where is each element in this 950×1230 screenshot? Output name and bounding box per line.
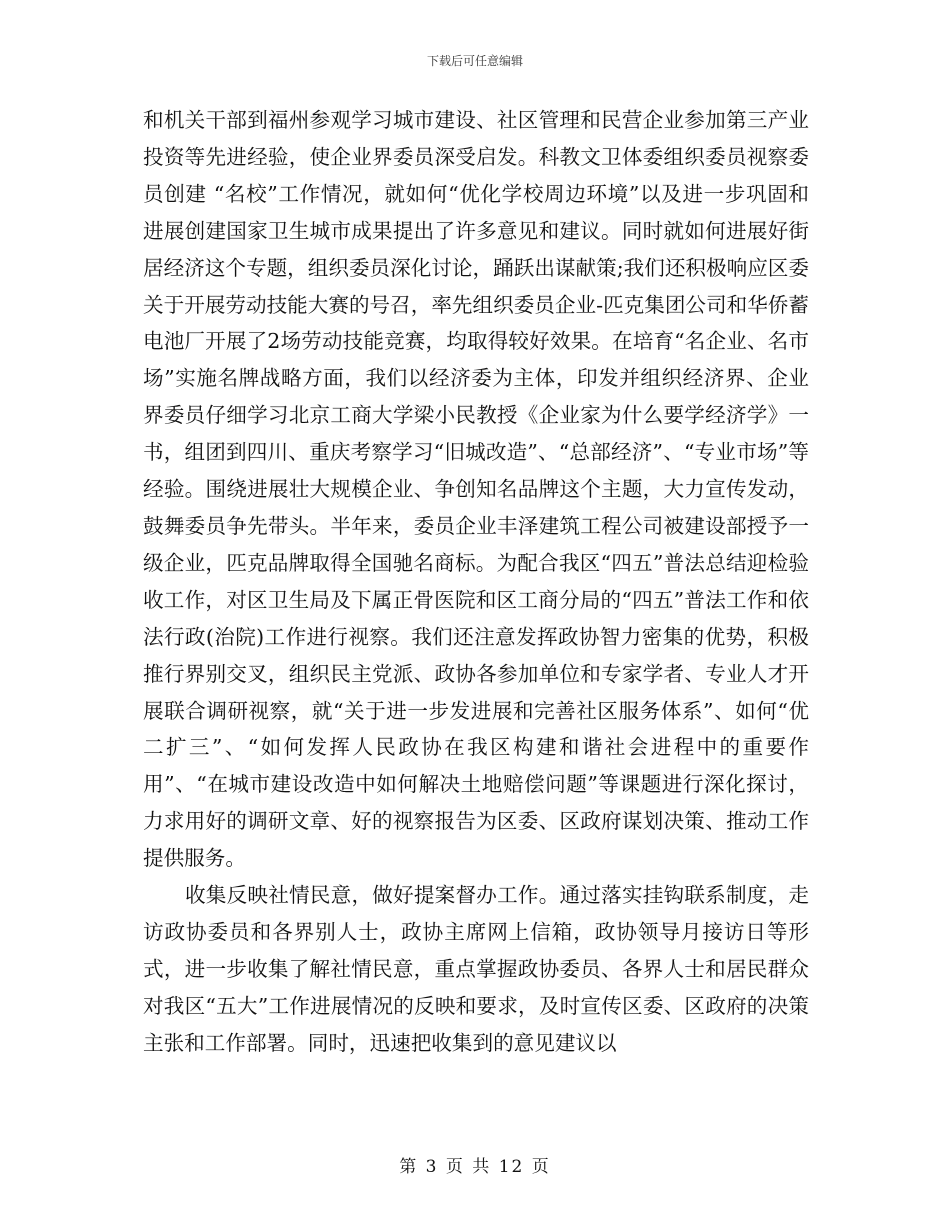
page-header-note: 下载后可任意编辑 <box>426 54 523 68</box>
page-number-footer: 第 3 页 共 12 页 <box>399 1157 551 1177</box>
body-paragraph-1: 和机关干部到福州参观学习城市建设、社区管理和民营企业参加第三产业投资等先进经验，使企业界委员深受启发。科教文卫体委组织委员视察委员创建 “名校”工作情况，就如何“优化学校周边环境”以及进一步巩固和进展创建国家卫生城市成果提出了许多意见和建议。同时就如何进展好街居经济这个专题，组织委员深化讨论，踊跃出谋献策;我们还积极响应区委关于开展劳动技能大赛的号召，率先组织委员企业-匹克集团公司和华侨蓄电池厂开展了2场劳动技能竞赛，均取得较好效果。在培育“名企业、名市场”实施名牌战略方面，我们以经济委为主体，印发并组织经济界、企业界委员仔细学习北京工商大学梁小民教授《企业家为什么要学经济学》一书，组团到四川、重庆考察学习“旧城改造”、“总部经济”、“专业市场”等经验。围绕进展壮大规模企业、争创知名品牌这个主题，大力宣传发动，鼓舞委员争先带头。半年来，委员企业丰泽建筑工程公司被建设部授予一级企业，匹克品牌取得全国驰名商标。为配合我区“四五”普法总结迎检验收工作，对区卫生局及下属正骨医院和区工商分局的“四五”普法工作和依法行政(治院)工作进行视察。我们还注意发挥政协智力密集的优势，积极推行界别交叉，组织民主党派、政协各参加单位和专家学者、专业人才开展联合调研视察，就“关于进一步发进展和完善社区服务体系”、如何“优二扩三”、“如何发挥人民政协在我区构建和谐社会进程中的重要作用”、“在城市建设改造中如何解决土地赔偿问题”等课题进行深化探讨，力求用好的调研文章、好的视察报告为区委、区政府谋划决策、推动工作提供服务。 <box>143 108 809 871</box>
body-paragraph-2: 收集反映社情民意，做好提案督办工作。通过落实挂钩联系制度，走访政协委员和各界别人士，政协主席网上信箱，政协领导月接访日等形式，进一步收集了解社情民意，重点掌握政协委员、各界人士和居民群众对我区“五大”工作进展情况的反映和要求，及时宣传区委、区政府的决策主张和工作部署。同时，迅速把收集到的意见建议以 <box>143 883 809 1055</box>
document-body <box>143 102 809 1062</box>
